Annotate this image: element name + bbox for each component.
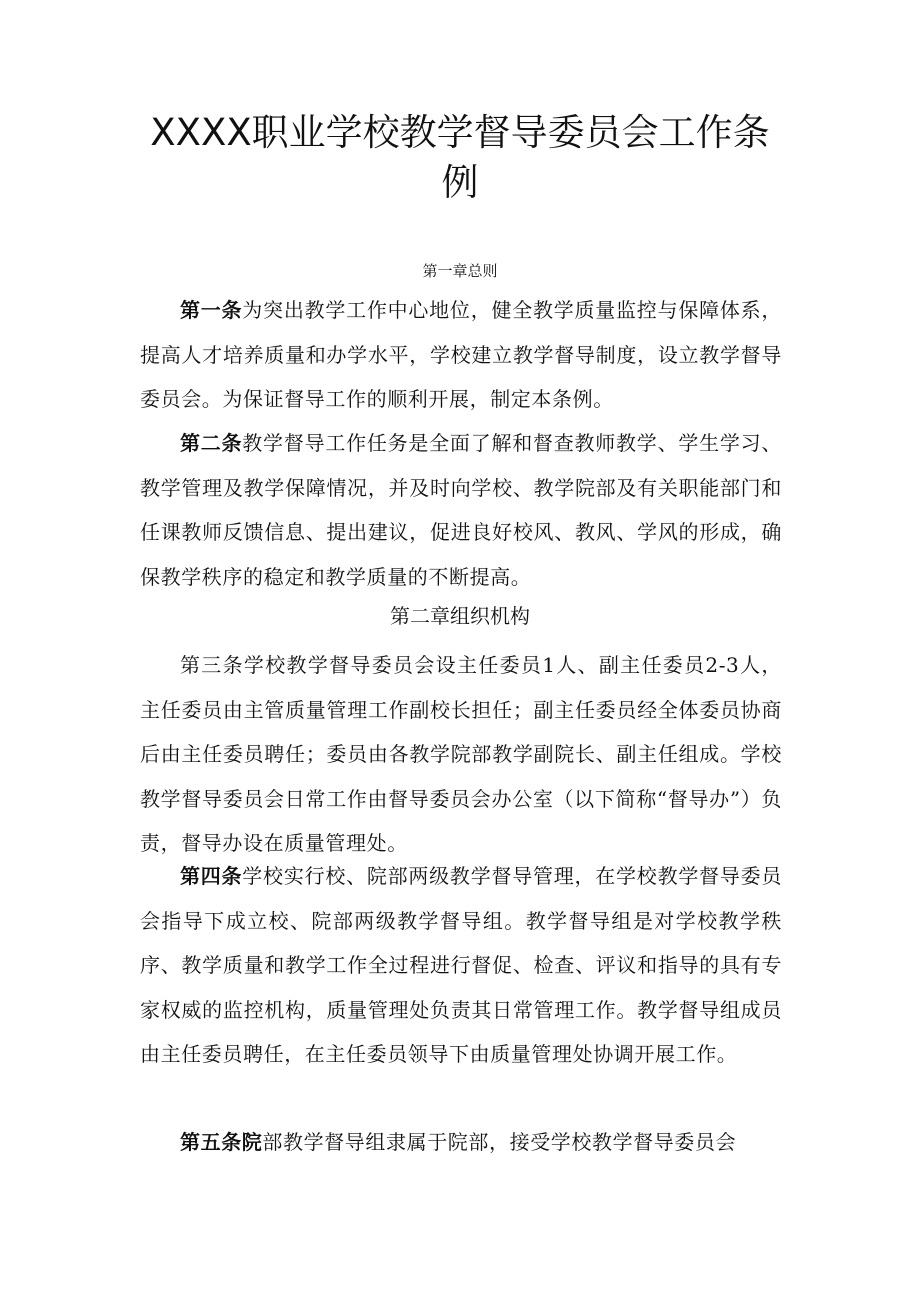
- article-3: [140, 643, 782, 866]
- chapter-heading-general: 第一章总则: [422, 262, 498, 280]
- article-4-text: 学校实行校、院部两级教学督导管理，在学校教学督导委员会指导下成立校、院部两级教学督导组。教学督导组是对学校教学秩序、教学质量和教学工作全过程进行督促、检查、评议和指导的具有专家权威的监控机构，质量管理处负责其日常管理工作。教学督导组成员由主任委员聘任，在主任委员领导下由质量管理处协调开展工作。: [140, 864, 782, 1067]
- chapter-heading-organization: 第二章组织机构: [390, 604, 530, 628]
- article-2-text: 教学督导工作任务是全面了解和督查教师教学、学生学习、教学管理及教学保障情况，并及时向学校、教学院部及有关职能部门和任课教师反馈信息、提出建议，促进良好校风、教风、学风的形成，确保教学秩序的稳定和教学质量的不断提高。: [140, 431, 782, 589]
- document-title: XXXX职业学校教学督导委员会工作条例: [150, 111, 770, 204]
- article-1-text: 为突出教学工作中心地位，健全教学质量监控与保障体系，提高人才培养质量和办学水平，学校建立教学督导制度，设立教学督导委员会。为保证督导工作的顺利开展，制定本条例。: [140, 298, 782, 412]
- article-5-lead: 第五条院: [180, 1130, 263, 1154]
- article-2: [140, 421, 782, 599]
- article-5: [140, 1120, 782, 1165]
- article-2-lead: 第二条: [180, 431, 243, 455]
- article-4-lead: 第四条: [180, 864, 243, 888]
- article-1: [140, 288, 782, 422]
- article-1-lead: 第一条: [180, 298, 243, 322]
- article-4: [140, 854, 782, 1077]
- article-3-text: 第三条学校教学督导委员会设主任委员1人、副主任委员2-3人，主任委员由主管质量管理工作副校长担任；副主任委员经全体委员协商后由主任委员聘任；委员由各教学院部教学副院长、副主任组成。学校教学督导委员会日常工作由督导委员会办公室（以下简称“督导办”）负责，督导办设在质量管理处。: [140, 653, 782, 856]
- article-5-text: 部教学督导组隶属于院部，接受学校教学督导委员会: [262, 1130, 737, 1154]
